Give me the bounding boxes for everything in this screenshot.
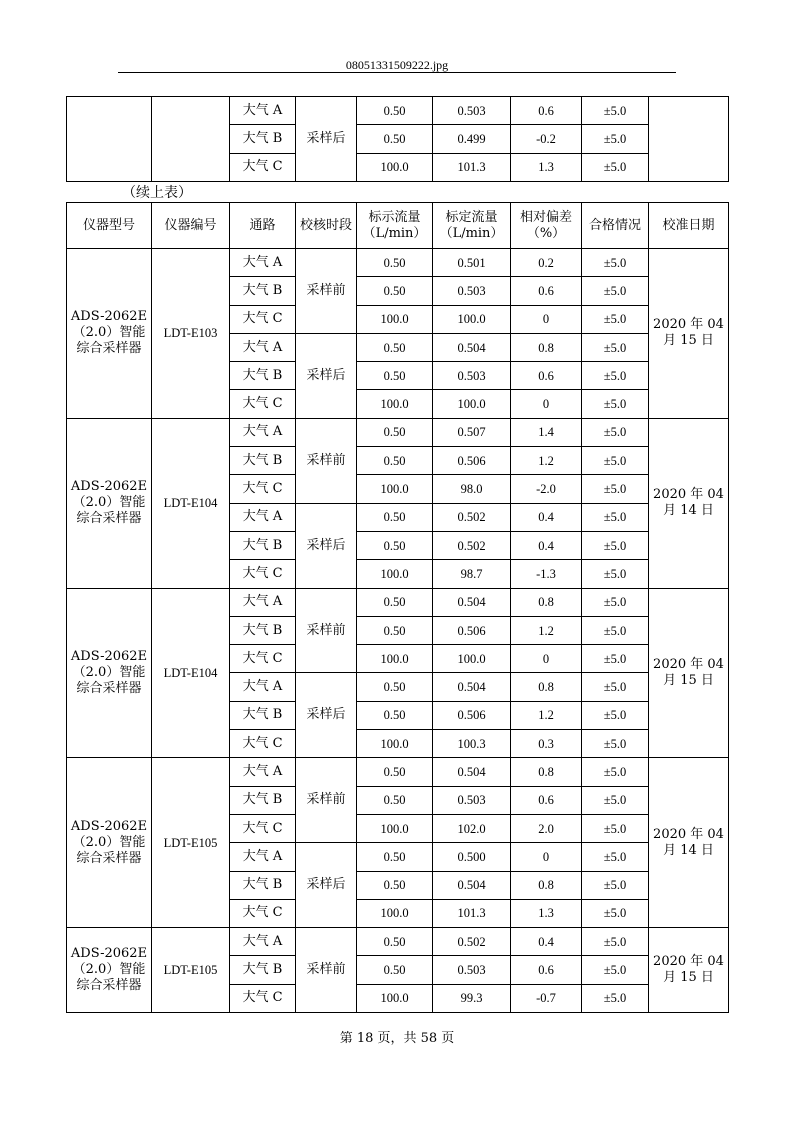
period-cell: 采样后: [296, 843, 357, 928]
channel-cell: 大气 A: [230, 928, 296, 956]
indicated-flow-cell: 0.50: [357, 616, 433, 644]
standard-flow-cell: 100.0: [433, 390, 511, 418]
channel-cell: 大气 A: [230, 418, 296, 446]
criterion-cell: ±5.0: [582, 701, 649, 729]
deviation-cell: -0.2: [511, 125, 582, 153]
standard-flow-cell: 0.504: [433, 673, 511, 701]
channel-cell: 大气 B: [230, 125, 296, 153]
channel-cell: 大气 B: [230, 701, 296, 729]
criterion-cell: ±5.0: [582, 786, 649, 814]
deviation-cell: -0.7: [511, 984, 582, 1012]
channel-cell: 大气 A: [230, 503, 296, 531]
channel-cell: 大气 C: [230, 984, 296, 1012]
calibration-date-cell: 2020 年 04 月 15 日: [649, 588, 729, 758]
indicated-flow-cell: 0.50: [357, 531, 433, 559]
standard-flow-cell: 0.507: [433, 418, 511, 446]
criterion-cell: ±5.0: [582, 277, 649, 305]
table-row: [67, 758, 729, 786]
deviation-cell: 0: [511, 305, 582, 333]
channel-cell: 大气 A: [230, 97, 296, 125]
table-row: [67, 249, 729, 277]
calibration-table: [66, 202, 729, 1013]
deviation-cell: -2.0: [511, 475, 582, 503]
deviation-cell: -1.3: [511, 560, 582, 588]
deviation-cell: 0.4: [511, 503, 582, 531]
criterion-cell: ±5.0: [582, 984, 649, 1012]
table-row: [67, 418, 729, 446]
indicated-flow-cell: 100.0: [357, 645, 433, 673]
indicated-flow-cell: 0.50: [357, 928, 433, 956]
indicated-flow-cell: 100.0: [357, 390, 433, 418]
criterion-cell: ±5.0: [582, 899, 649, 927]
file-name-header: 08051331509222.jpg: [345, 58, 449, 72]
deviation-cell: 0.4: [511, 531, 582, 559]
channel-cell: 大气 B: [230, 531, 296, 559]
standard-flow-cell: 0.504: [433, 871, 511, 899]
standard-flow-cell: 0.503: [433, 956, 511, 984]
standard-flow-cell: 0.506: [433, 616, 511, 644]
deviation-cell: 0: [511, 645, 582, 673]
standard-flow-cell: 0.504: [433, 758, 511, 786]
criterion-cell: ±5.0: [582, 333, 649, 361]
criterion-cell: ±5.0: [582, 503, 649, 531]
deviation-cell: 1.3: [511, 899, 582, 927]
standard-flow-cell: 100.0: [433, 305, 511, 333]
instrument-serial-cell: LDT-E105: [152, 758, 230, 928]
standard-flow-cell: 0.506: [433, 701, 511, 729]
standard-flow-cell: 0.504: [433, 588, 511, 616]
criterion-cell: ±5.0: [582, 928, 649, 956]
deviation-cell: 0.6: [511, 786, 582, 814]
channel-cell: 大气 C: [230, 899, 296, 927]
criterion-cell: ±5.0: [582, 673, 649, 701]
calibration-date-cell: 2020 年 04 月 15 日: [649, 928, 729, 1013]
criterion-cell: ±5.0: [582, 531, 649, 559]
table-row: [67, 588, 729, 616]
criterion-cell: ±5.0: [582, 153, 649, 181]
standard-flow-cell: 0.502: [433, 503, 511, 531]
criterion-cell: ±5.0: [582, 758, 649, 786]
deviation-cell: 0.4: [511, 928, 582, 956]
deviation-cell: 1.2: [511, 701, 582, 729]
standard-flow-cell: 101.3: [433, 899, 511, 927]
channel-cell: 大气 B: [230, 277, 296, 305]
channel-cell: 大气 B: [230, 447, 296, 475]
table-header-row: [67, 203, 729, 249]
period-cell: 采样前: [296, 588, 357, 673]
deviation-cell: 0.3: [511, 730, 582, 758]
criterion-cell: ±5.0: [582, 871, 649, 899]
standard-flow-cell: 0.503: [433, 97, 511, 125]
criterion-cell: ±5.0: [582, 418, 649, 446]
col-header-deviation: 相对偏差（%）: [511, 203, 582, 249]
criterion-cell: ±5.0: [582, 475, 649, 503]
channel-cell: 大气 A: [230, 249, 296, 277]
standard-flow-cell: 101.3: [433, 153, 511, 181]
criterion-cell: ±5.0: [582, 305, 649, 333]
deviation-cell: 1.3: [511, 153, 582, 181]
indicated-flow-cell: 0.50: [357, 447, 433, 475]
instrument-serial-cell: LDT-E105: [152, 928, 230, 1013]
instrument-model-cell: ADS-2062E（2.0）智能综合采样器: [67, 418, 152, 588]
instrument-model-cell: ADS-2062E（2.0）智能综合采样器: [67, 758, 152, 928]
col-header-criterion: 合格情况: [582, 203, 649, 249]
calibration-date-cell: 2020 年 04 月 14 日: [649, 418, 729, 588]
indicated-flow-cell: 0.50: [357, 956, 433, 984]
channel-cell: 大气 B: [230, 786, 296, 814]
deviation-cell: 1.2: [511, 447, 582, 475]
col-header-standard: 标定流量（L/min）: [433, 203, 511, 249]
criterion-cell: ±5.0: [582, 843, 649, 871]
table-row: [67, 97, 729, 125]
deviation-cell: 0.8: [511, 333, 582, 361]
channel-cell: 大气 C: [230, 730, 296, 758]
standard-flow-cell: 0.503: [433, 277, 511, 305]
channel-cell: 大气 C: [230, 560, 296, 588]
channel-cell: 大气 B: [230, 616, 296, 644]
channel-cell: 大气 C: [230, 153, 296, 181]
criterion-cell: ±5.0: [582, 447, 649, 475]
period-cell: 采样后: [296, 673, 357, 758]
instrument-serial-cell: LDT-E104: [152, 418, 230, 588]
channel-cell: 大气 A: [230, 588, 296, 616]
col-header-channel: 通路: [230, 203, 296, 249]
deviation-cell: 0.8: [511, 673, 582, 701]
header-divider: [118, 72, 676, 73]
instrument-serial-cell: LDT-E103: [152, 249, 230, 419]
standard-flow-cell: 0.500: [433, 843, 511, 871]
col-header-date: 校准日期: [649, 203, 729, 249]
criterion-cell: ±5.0: [582, 390, 649, 418]
indicated-flow-cell: 0.50: [357, 843, 433, 871]
standard-flow-cell: 98.7: [433, 560, 511, 588]
deviation-cell: 0.6: [511, 277, 582, 305]
channel-cell: 大气 C: [230, 475, 296, 503]
indicated-flow-cell: 100.0: [357, 984, 433, 1012]
indicated-flow-cell: 0.50: [357, 97, 433, 125]
criterion-cell: ±5.0: [582, 249, 649, 277]
indicated-flow-cell: 100.0: [357, 814, 433, 842]
standard-flow-cell: 0.502: [433, 928, 511, 956]
indicated-flow-cell: 0.50: [357, 758, 433, 786]
period-cell: 采样后: [296, 97, 357, 182]
indicated-flow-cell: 100.0: [357, 153, 433, 181]
standard-flow-cell: 100.3: [433, 730, 511, 758]
criterion-cell: ±5.0: [582, 616, 649, 644]
instrument-model-cell: ADS-2062E（2.0）智能综合采样器: [67, 928, 152, 1013]
deviation-cell: 0.6: [511, 362, 582, 390]
deviation-cell: 0: [511, 843, 582, 871]
channel-cell: 大气 C: [230, 645, 296, 673]
criterion-cell: ±5.0: [582, 97, 649, 125]
deviation-cell: 1.4: [511, 418, 582, 446]
col-header-serial: 仪器编号: [152, 203, 230, 249]
table-row: [67, 928, 729, 956]
col-header-model: 仪器型号: [67, 203, 152, 249]
channel-cell: 大气 C: [230, 305, 296, 333]
indicated-flow-cell: 0.50: [357, 418, 433, 446]
deviation-cell: 0.6: [511, 97, 582, 125]
channel-cell: 大气 A: [230, 333, 296, 361]
channel-cell: 大气 C: [230, 814, 296, 842]
deviation-cell: 1.2: [511, 616, 582, 644]
indicated-flow-cell: 100.0: [357, 305, 433, 333]
continued-label: （续上表）: [122, 185, 192, 201]
deviation-cell: 0.2: [511, 249, 582, 277]
deviation-cell: 0.8: [511, 588, 582, 616]
period-cell: 采样前: [296, 249, 357, 334]
period-cell: 采样前: [296, 928, 357, 1013]
criterion-cell: ±5.0: [582, 588, 649, 616]
continued-table-top: [66, 96, 729, 182]
period-cell: 采样后: [296, 333, 357, 418]
channel-cell: 大气 B: [230, 362, 296, 390]
standard-flow-cell: 100.0: [433, 645, 511, 673]
deviation-cell: 0.8: [511, 758, 582, 786]
criterion-cell: ±5.0: [582, 125, 649, 153]
standard-flow-cell: 102.0: [433, 814, 511, 842]
channel-cell: 大气 B: [230, 871, 296, 899]
indicated-flow-cell: 0.50: [357, 503, 433, 531]
indicated-flow-cell: 0.50: [357, 588, 433, 616]
deviation-cell: 0.6: [511, 956, 582, 984]
criterion-cell: ±5.0: [582, 645, 649, 673]
indicated-flow-cell: 100.0: [357, 899, 433, 927]
criterion-cell: ±5.0: [582, 560, 649, 588]
deviation-cell: 0: [511, 390, 582, 418]
period-cell: 采样前: [296, 418, 357, 503]
indicated-flow-cell: 0.50: [357, 786, 433, 814]
indicated-flow-cell: 100.0: [357, 475, 433, 503]
standard-flow-cell: 0.503: [433, 362, 511, 390]
calibration-date-cell: 2020 年 04 月 15 日: [649, 249, 729, 419]
period-cell: 采样后: [296, 503, 357, 588]
standard-flow-cell: 98.0: [433, 475, 511, 503]
standard-flow-cell: 0.499: [433, 125, 511, 153]
indicated-flow-cell: 0.50: [357, 125, 433, 153]
indicated-flow-cell: 0.50: [357, 333, 433, 361]
deviation-cell: 2.0: [511, 814, 582, 842]
channel-cell: 大气 A: [230, 758, 296, 786]
channel-cell: 大气 C: [230, 390, 296, 418]
col-header-period: 校核时段: [296, 203, 357, 249]
calibration-date-cell: 2020 年 04 月 14 日: [649, 758, 729, 928]
deviation-cell: 0.8: [511, 871, 582, 899]
standard-flow-cell: 0.503: [433, 786, 511, 814]
instrument-serial-cell: LDT-E104: [152, 588, 230, 758]
standard-flow-cell: 0.502: [433, 531, 511, 559]
channel-cell: 大气 B: [230, 956, 296, 984]
indicated-flow-cell: 100.0: [357, 730, 433, 758]
page-footer: 第 18 页，共 58 页: [339, 1031, 455, 1046]
indicated-flow-cell: 0.50: [357, 701, 433, 729]
indicated-flow-cell: 0.50: [357, 362, 433, 390]
standard-flow-cell: 0.504: [433, 333, 511, 361]
period-cell: 采样前: [296, 758, 357, 843]
criterion-cell: ±5.0: [582, 956, 649, 984]
indicated-flow-cell: 100.0: [357, 560, 433, 588]
col-header-indicated: 标示流量（L/min）: [357, 203, 433, 249]
standard-flow-cell: 0.501: [433, 249, 511, 277]
criterion-cell: ±5.0: [582, 814, 649, 842]
serial-cell: [152, 97, 230, 182]
model-cell: [67, 97, 152, 182]
criterion-cell: ±5.0: [582, 362, 649, 390]
instrument-model-cell: ADS-2062E（2.0）智能综合采样器: [67, 588, 152, 758]
indicated-flow-cell: 0.50: [357, 673, 433, 701]
indicated-flow-cell: 0.50: [357, 249, 433, 277]
indicated-flow-cell: 0.50: [357, 277, 433, 305]
criterion-cell: ±5.0: [582, 730, 649, 758]
indicated-flow-cell: 0.50: [357, 871, 433, 899]
instrument-model-cell: ADS-2062E（2.0）智能综合采样器: [67, 249, 152, 419]
standard-flow-cell: 0.506: [433, 447, 511, 475]
date-cell: [649, 97, 729, 182]
standard-flow-cell: 99.3: [433, 984, 511, 1012]
channel-cell: 大气 A: [230, 673, 296, 701]
channel-cell: 大气 A: [230, 843, 296, 871]
